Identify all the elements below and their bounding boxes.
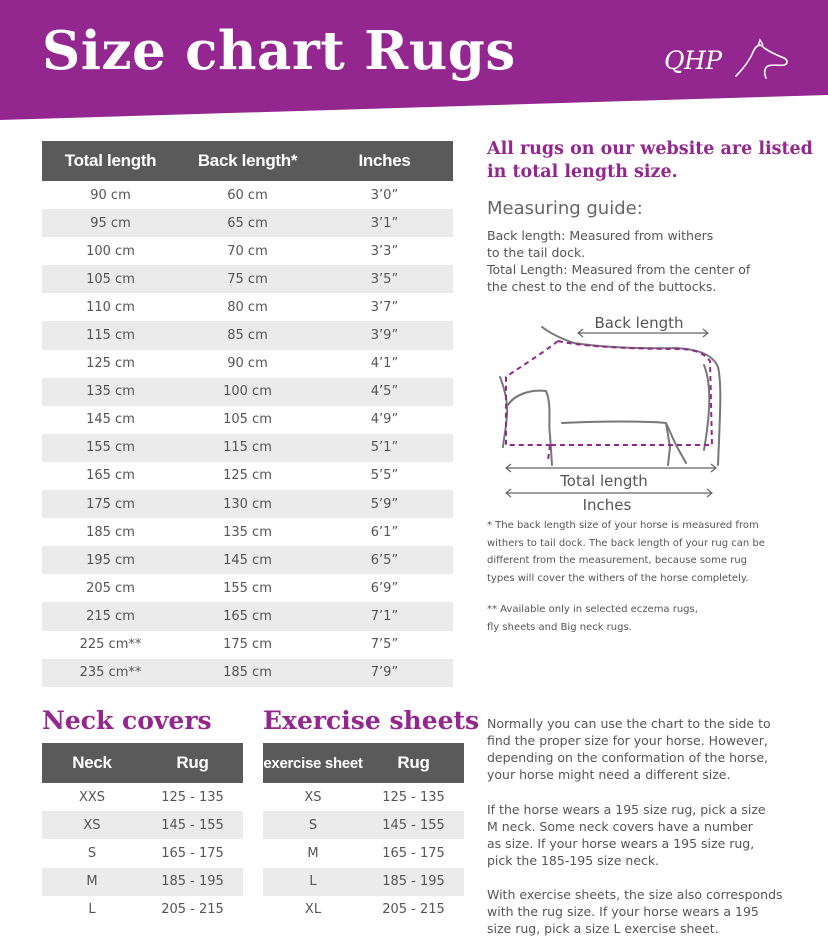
table-cell: 145 - 155 <box>363 811 464 839</box>
table-cell: 165 - 175 <box>363 839 464 867</box>
advice-line: pick the 185-195 size neck. <box>487 853 660 868</box>
table-row <box>42 896 243 924</box>
table-cell: 125 - 135 <box>142 783 243 811</box>
footnote-back-length <box>487 517 787 587</box>
table-cell: 215 cm <box>42 602 179 630</box>
exercise-sheets-table <box>263 743 464 924</box>
table-row <box>263 839 464 867</box>
table-cell: 3’0” <box>316 181 453 209</box>
advice-line: with the rug size. If your horse wears a 195 <box>487 904 759 919</box>
advice-paragraph-3 <box>487 886 793 937</box>
measuring-guide-text <box>487 227 817 295</box>
table-row <box>42 406 453 434</box>
page-title: Size chart Rugs <box>42 20 516 82</box>
horse-head-icon <box>730 38 790 86</box>
table-cell: S <box>263 811 363 839</box>
advice-line: M neck. Some neck covers have a number <box>487 819 753 834</box>
footnote-line: ** Available only in selected eczema rugs, <box>487 604 698 615</box>
footnote-line: fly sheets and Big neck rugs. <box>487 621 632 633</box>
table-cell: 100 cm <box>179 378 316 406</box>
footnote-line: withers to tail dock. The back length of your rug can be <box>487 537 765 549</box>
table-cell: XS <box>263 783 363 811</box>
table-cell: XXS <box>42 783 142 811</box>
footnote-line: * The back length size of your horse is measured from <box>487 520 759 531</box>
column-header-rug: Rug <box>363 743 464 783</box>
table-header-row <box>263 743 464 783</box>
table-row <box>42 839 243 867</box>
table-row <box>42 350 453 378</box>
measuring-guide-title: Measuring guide: <box>487 198 643 219</box>
footnote-line: different from the measurement, because some rug <box>487 555 748 566</box>
total-length-arrow <box>506 464 716 472</box>
table-cell: 5’9” <box>316 490 453 518</box>
total-length-label: Total length <box>560 472 648 490</box>
table-row <box>42 434 453 462</box>
table-cell: 130 cm <box>179 490 316 518</box>
table-cell: 185 - 195 <box>142 868 243 896</box>
table-cell: 105 cm <box>42 265 179 293</box>
table-cell: L <box>42 896 142 924</box>
table-cell: 6’1” <box>316 518 453 546</box>
table-row <box>263 896 464 924</box>
table-cell: 6’9” <box>316 574 453 602</box>
table-cell: 3’1” <box>316 209 453 237</box>
column-header-rug: Rug <box>142 743 243 783</box>
table-cell: 155 cm <box>42 434 179 462</box>
footnote-line: types will cover the withers of the horse completely. <box>487 572 749 584</box>
info-headline: All rugs on our website are listed in total length size. <box>487 139 813 182</box>
table-cell: 175 cm <box>179 631 316 659</box>
table-cell: 175 cm <box>42 490 179 518</box>
table-row <box>42 293 453 321</box>
table-cell: 225 cm** <box>42 631 179 659</box>
table-cell: 95 cm <box>42 209 179 237</box>
table-row <box>263 783 464 811</box>
table-cell: M <box>263 839 363 867</box>
table-cell: 165 cm <box>179 602 316 630</box>
guide-line: the chest to the end of the buttocks. <box>487 279 717 294</box>
table-cell: 3’7” <box>316 293 453 321</box>
table-cell: 135 cm <box>179 518 316 546</box>
table-cell: 105 cm <box>179 406 316 434</box>
table-cell: 65 cm <box>179 209 316 237</box>
table-cell: 60 cm <box>179 181 316 209</box>
table-cell: 85 cm <box>179 321 316 349</box>
column-header-total-length: Total length <box>42 141 179 181</box>
column-header-inches: Inches <box>316 141 453 181</box>
column-header-neck: Neck <box>42 743 142 783</box>
table-cell: 4’9” <box>316 406 453 434</box>
table-cell: 185 cm <box>42 518 179 546</box>
table-cell: 205 - 215 <box>363 896 464 924</box>
table-cell: 185 cm <box>179 659 316 687</box>
guide-line: to the tail dock. <box>487 245 586 260</box>
table-row <box>42 783 243 811</box>
table-cell: 75 cm <box>179 265 316 293</box>
column-header-back-length: Back length* <box>179 141 316 181</box>
table-row <box>263 868 464 896</box>
table-row <box>42 490 453 518</box>
guide-line: Total Length: Measured from the center of <box>487 262 751 277</box>
table-row <box>42 574 453 602</box>
advice-paragraph-2 <box>487 801 793 869</box>
table-row <box>42 209 453 237</box>
table-row <box>42 602 453 630</box>
table-cell: 3’9” <box>316 321 453 349</box>
back-length-label: Back length <box>594 314 684 332</box>
advice-line: as size. If your horse wears a 195 size rug, <box>487 836 755 851</box>
table-cell: 205 cm <box>42 574 179 602</box>
table-cell: 185 - 195 <box>363 868 464 896</box>
table-cell: XS <box>42 811 142 839</box>
table-cell: 80 cm <box>179 293 316 321</box>
footnote-availability <box>487 601 787 636</box>
table-cell: 5’1” <box>316 434 453 462</box>
exercise-sheets-title: Exercise sheets <box>263 706 480 735</box>
table-header-row <box>42 743 243 783</box>
advice-line: your horse might need a different size. <box>487 767 731 782</box>
table-cell: 115 cm <box>179 434 316 462</box>
table-cell: 100 cm <box>42 237 179 265</box>
table-cell: XL <box>263 896 363 924</box>
advice-line: If the horse wears a 195 size rug, pick a size <box>487 802 766 817</box>
table-cell: 125 cm <box>179 462 316 490</box>
table-cell: 110 cm <box>42 293 179 321</box>
table-row <box>42 181 453 209</box>
guide-line: Back length: Measured from withers <box>487 228 714 243</box>
table-cell: 155 cm <box>179 574 316 602</box>
horse-measurement-diagram <box>490 305 730 519</box>
column-header-exercise-sheet: exercise sheet <box>263 743 363 783</box>
table-cell: L <box>263 868 363 896</box>
table-cell: 125 - 135 <box>363 783 464 811</box>
table-cell: S <box>42 839 142 867</box>
table-cell: 6’5” <box>316 546 453 574</box>
advice-paragraph-1 <box>487 715 793 783</box>
table-cell: 7’5” <box>316 631 453 659</box>
horse-diagram-svg <box>490 305 730 515</box>
table-cell: 4’5” <box>316 378 453 406</box>
table-cell: 90 cm <box>179 350 316 378</box>
table-row <box>42 811 243 839</box>
table-row <box>42 321 453 349</box>
table-row <box>42 631 453 659</box>
inches-label: Inches <box>582 496 632 514</box>
brand-logo <box>664 38 789 86</box>
advice-line: size rug, pick a size L exercise sheet. <box>487 921 719 936</box>
table-cell: 145 cm <box>179 546 316 574</box>
table-cell: 5’5” <box>316 462 453 490</box>
table-cell: 115 cm <box>42 321 179 349</box>
advice-line: Normally you can use the chart to the side to <box>487 716 771 731</box>
advice-line: depending on the conformation of the horse, <box>487 750 768 765</box>
table-cell: 145 - 155 <box>142 811 243 839</box>
table-cell: 3’3” <box>316 237 453 265</box>
neck-covers-table <box>42 743 243 924</box>
table-cell: 205 - 215 <box>142 896 243 924</box>
table-cell: 3’5” <box>316 265 453 293</box>
table-row <box>42 546 453 574</box>
table-cell: M <box>42 868 142 896</box>
neck-covers-title: Neck covers <box>42 706 212 735</box>
table-cell: 90 cm <box>42 181 179 209</box>
table-header-row <box>42 141 453 181</box>
table-row <box>42 659 453 687</box>
rug-outline <box>506 341 712 460</box>
advice-line: With exercise sheets, the size also corresponds <box>487 887 783 902</box>
table-cell: 165 cm <box>42 462 179 490</box>
table-row <box>42 265 453 293</box>
table-cell: 195 cm <box>42 546 179 574</box>
table-row <box>263 811 464 839</box>
table-cell: 235 cm** <box>42 659 179 687</box>
logo-text: QHP <box>664 46 722 75</box>
table-row <box>42 237 453 265</box>
table-cell: 7’1” <box>316 602 453 630</box>
table-cell: 4’1” <box>316 350 453 378</box>
table-row <box>42 462 453 490</box>
advice-line: find the proper size for your horse. However, <box>487 733 768 748</box>
table-cell: 145 cm <box>42 406 179 434</box>
rug-size-table <box>42 141 453 687</box>
table-cell: 125 cm <box>42 350 179 378</box>
table-row <box>42 868 243 896</box>
table-cell: 135 cm <box>42 378 179 406</box>
table-row <box>42 518 453 546</box>
table-cell: 70 cm <box>179 237 316 265</box>
table-cell: 165 - 175 <box>142 839 243 867</box>
table-row <box>42 378 453 406</box>
table-cell: 7’9” <box>316 659 453 687</box>
